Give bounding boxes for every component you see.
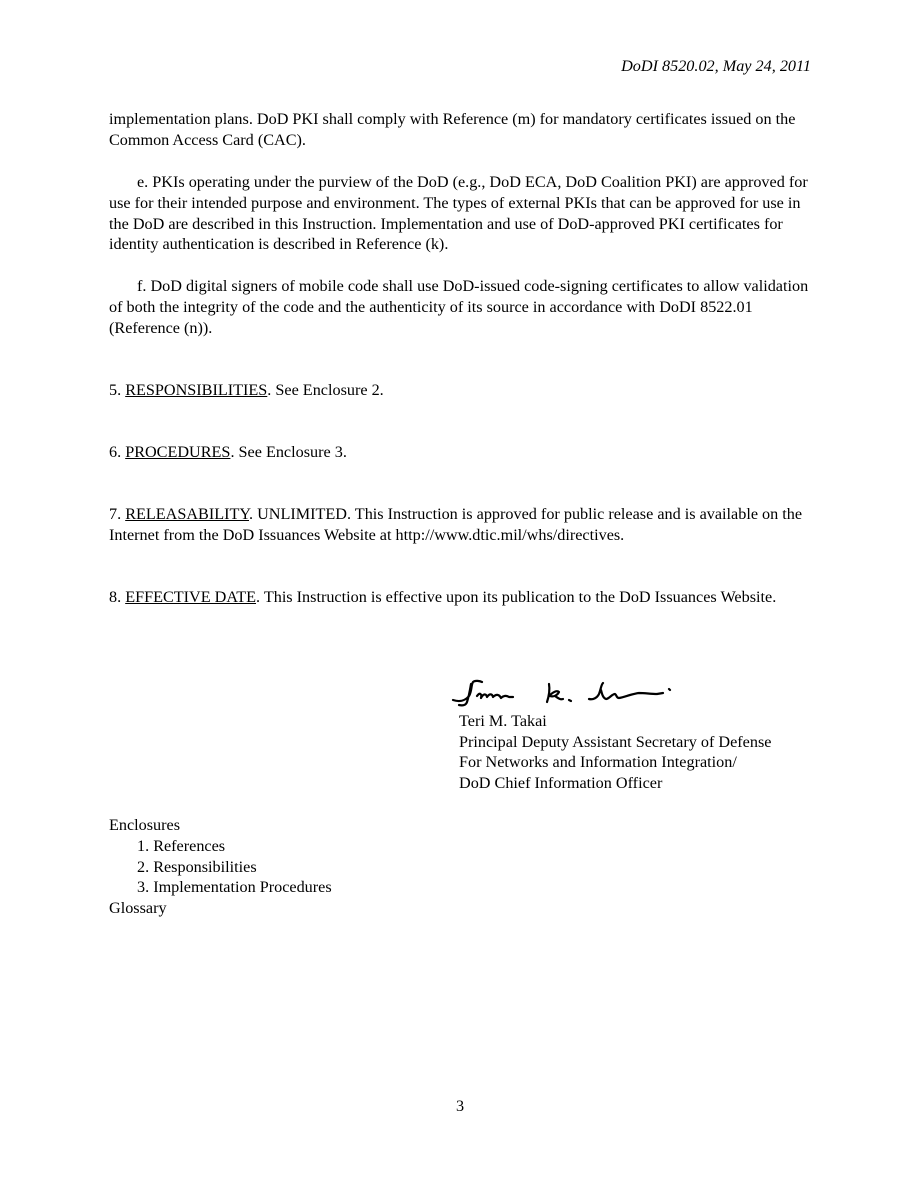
enclosures-list [109,815,332,919]
section-number: 8. [109,588,126,606]
enclosures-heading: Enclosures [109,816,181,834]
section-number: 6. [109,443,126,461]
enclosure-item: 1. References [137,836,226,855]
section-heading: PROCEDURES [125,443,231,461]
signature-block [459,711,771,794]
section-8-effective-date [109,587,821,608]
paragraph-e: e. PKIs operating under the purview of the DoD (e.g., DoD ECA, DoD Coalition PKI) are approved for use for their intended purpose and environment. The types of external PKIs that can be approved for use in the DoD are described in this Instruction. Implementation and use of DoD-approved PKI certificates for identity authentication is described in Reference (k). [109,173,808,254]
enclosure-item: 2. Responsibilities [137,857,257,876]
section-text: . See Enclosure 2. [267,381,384,399]
section-number: 7. [109,505,126,523]
section-heading: RELEASABILITY [125,505,249,523]
section-number: 5. [109,381,126,399]
section-text: . UNLIMITED. This Instruction is approved for public release and is available on the Internet from the DoD Issuances Website at http://www.dtic.mil/whs/directives. [109,505,803,544]
section-heading: RESPONSIBILITIES [125,381,268,399]
section-text: . This Instruction is effective upon its publication to the DoD Issuances Website. [256,588,777,606]
section-7-releasability [109,504,821,546]
section-5-responsibilities [109,380,821,401]
continuation-paragraph: implementation plans. DoD PKI shall comply with Reference (m) for mandatory certificates issued on the Common Access Card (CAC). [109,110,796,149]
signer-name: Teri M. Takai [459,712,547,730]
handwritten-signature [449,672,679,712]
paragraph-f: f. DoD digital signers of mobile code shall use DoD-issued code-signing certificates to allow validation of both the integrity of the code and the authenticity of its source in accordance with DoDI 8522.01 (Reference (n)). [109,277,809,337]
section-text: . See Enclosure 3. [230,443,347,461]
signer-title-line-3: DoD Chief Information Officer [459,774,663,793]
enclosure-item: 3. Implementation Procedures [137,878,332,897]
signer-title-line-1: Principal Deputy Assistant Secretary of Defense [459,732,772,751]
glossary-label: Glossary [109,899,167,918]
page-header: DoDI 8520.02, May 24, 2011 [621,57,811,75]
section-heading: EFFECTIVE DATE [125,588,257,606]
page-number: 3 [455,1097,465,1115]
signer-title-line-2: For Networks and Information Integration/ [459,753,737,772]
section-6-procedures [109,442,821,463]
